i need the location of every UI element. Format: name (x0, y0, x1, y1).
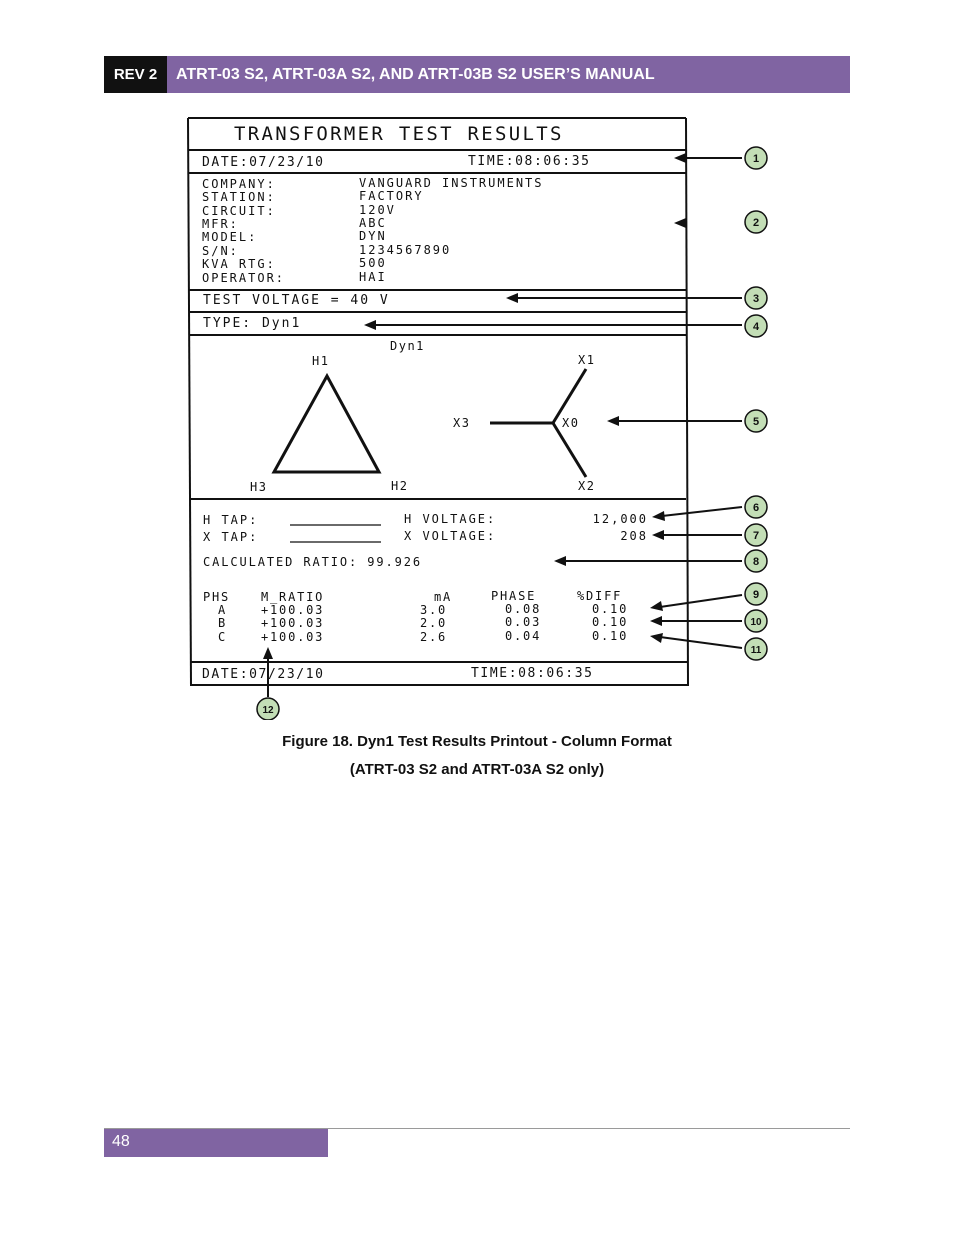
info-label: S/N: (202, 244, 239, 258)
table-cell: C (218, 630, 228, 644)
info-label: OPERATOR: (202, 271, 286, 285)
info-label: KVA RTG: (202, 257, 276, 271)
revision-label: REV 2 (104, 56, 167, 93)
h-tap-label: H TAP: (203, 513, 259, 527)
date-bottom: DATE:07/23/10 (202, 667, 325, 682)
table-cell: 2.6 (420, 630, 448, 644)
table-header: %DIFF (577, 589, 623, 603)
x3-terminal: X3 (453, 416, 471, 430)
table-header: PHS (203, 590, 231, 604)
transformer-type: TYPE: Dyn1 (203, 316, 302, 331)
manual-title: ATRT-03 S2, ATRT-03A S2, AND ATRT-03B S2 USER’S MANUAL (167, 56, 850, 93)
results-table (203, 589, 628, 644)
page-number: 48 (104, 1129, 328, 1157)
winding-diagram (250, 339, 595, 494)
info-value: 1234567890 (359, 243, 452, 257)
callout-6: 6 (752, 502, 760, 514)
x1-terminal: X1 (578, 353, 596, 367)
arrowhead-1 (674, 153, 686, 163)
info-value: HAI (359, 270, 387, 284)
test-voltage: TEST VOLTAGE = 40 V (203, 293, 390, 308)
arrowhead-5 (607, 416, 619, 426)
table-cell: A (218, 603, 228, 617)
x2-terminal: X2 (578, 479, 596, 493)
table-cell: +100.03 (261, 630, 325, 644)
info-value: 500 (359, 256, 387, 270)
info-label: MODEL: (202, 230, 258, 244)
info-block (202, 176, 544, 285)
info-value: FACTORY (359, 189, 424, 203)
info-label: MFR: (202, 217, 239, 231)
arrow-11 (660, 637, 742, 648)
callout-9: 9 (752, 589, 760, 601)
h2-terminal: H2 (391, 479, 409, 493)
callout-11: 11 (750, 645, 762, 656)
info-value: ABC (359, 216, 387, 230)
table-cell: +100.03 (261, 603, 325, 617)
arrowhead-4 (364, 320, 376, 330)
x-tap-label: X TAP: (203, 530, 259, 544)
h1-terminal: H1 (312, 354, 330, 368)
callout-5: 5 (752, 416, 760, 428)
arrowhead-9 (650, 601, 663, 611)
info-label: STATION: (202, 190, 276, 204)
calculated-ratio: CALCULATED RATIO: 99.926 (203, 555, 422, 569)
callout-4: 4 (752, 321, 760, 333)
arrowhead-11 (650, 633, 663, 643)
callout-8: 8 (752, 556, 760, 568)
table-cell: 0.04 (505, 629, 542, 643)
table-cell: 0.03 (505, 615, 542, 629)
date-top: DATE:07/23/10 (202, 155, 325, 170)
info-value: 120V (359, 203, 396, 217)
arrowhead-10 (650, 616, 662, 626)
info-value: DYN (359, 229, 387, 243)
callout-3: 3 (752, 293, 760, 305)
table-cell: +100.03 (261, 616, 325, 630)
callout-12: 12 (262, 705, 274, 716)
figure-caption: Figure 18. Dyn1 Test Results Printout - Column Format (282, 733, 672, 750)
callout-arrows (263, 153, 742, 697)
info-value: VANGUARD INSTRUMENTS (359, 176, 544, 190)
table-cell: 0.10 (592, 602, 629, 616)
table-cell: 0.08 (505, 602, 542, 616)
callout-10: 10 (750, 617, 762, 628)
x0-terminal: X0 (562, 416, 580, 430)
table-cell: 2.0 (420, 616, 448, 630)
time-top: TIME:08:06:35 (468, 154, 591, 169)
h-voltage-label: H VOLTAGE: (404, 512, 497, 526)
callout-1: 1 (752, 153, 760, 165)
callout-7: 7 (752, 530, 760, 542)
arrowhead-2 (674, 218, 686, 228)
figure-subcaption: (ATRT-03 S2 and ATRT-03A S2 only) (349, 761, 605, 778)
table-cell: B (218, 616, 228, 630)
callout-2: 2 (752, 217, 760, 229)
arrowhead-3 (506, 293, 518, 303)
arrowhead-8 (554, 556, 566, 566)
h-voltage-value: 12,000 (592, 512, 648, 526)
info-label: COMPANY: (202, 177, 276, 191)
h3-terminal: H3 (250, 480, 268, 494)
time-bottom: TIME:08:06:35 (471, 666, 594, 681)
x-voltage-label: X VOLTAGE: (404, 529, 497, 543)
delta-winding (274, 376, 379, 472)
diagram-title: Dyn1 (390, 339, 425, 353)
table-header: M_RATIO (261, 590, 325, 604)
arrow-9 (660, 595, 742, 607)
printout-title: TRANSFORMER TEST RESULTS (234, 123, 564, 145)
arrowhead-12 (263, 647, 273, 659)
table-header: mA (434, 590, 453, 604)
table-cell: 3.0 (420, 603, 448, 617)
table-cell: 0.10 (592, 615, 629, 629)
arrowhead-7 (652, 530, 664, 540)
info-label: CIRCUIT: (202, 204, 276, 218)
x-voltage-value: 208 (620, 529, 648, 543)
table-cell: 0.10 (592, 629, 629, 643)
table-header: PHASE (491, 589, 537, 603)
arrowhead-6 (652, 511, 665, 521)
arrow-6 (662, 507, 742, 516)
